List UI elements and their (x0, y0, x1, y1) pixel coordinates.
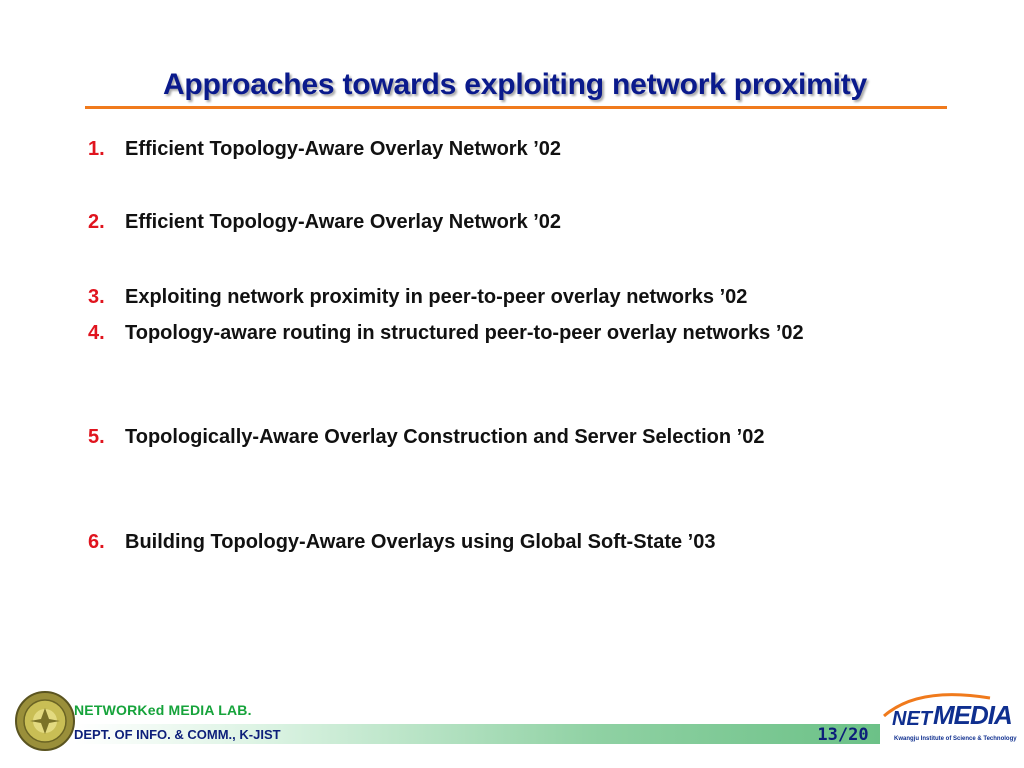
logo-subtitle: Kwangju Institute of Science & Technology (894, 736, 1017, 742)
item-text: Efficient Topology-Aware Overlay Network ’02 (125, 138, 562, 160)
department-name: DEPT. OF INFO. & COMM., K-JIST (74, 727, 281, 742)
item-text: Exploiting network proximity in peer-to-peer overlay networks ’02 (125, 286, 748, 308)
lab-name: NETWORKed MEDIA LAB. (74, 702, 252, 718)
page-number: 13/20 (817, 725, 869, 745)
item-number: 3. (88, 286, 105, 308)
slide-title: Approaches towards exploiting network proximity (162, 68, 868, 101)
item-number: 1. (88, 138, 105, 160)
title-underline (85, 106, 947, 109)
logo-net-text: NET (892, 708, 932, 730)
item-text: Building Topology-Aware Overlays using Global Soft-State ’03 (125, 531, 716, 553)
university-seal-icon (14, 690, 76, 752)
item-number: 5. (88, 426, 105, 448)
item-text: Topologically-Aware Overlay Construction and Server Selection ’02 (125, 426, 765, 448)
item-number: 4. (88, 322, 105, 344)
item-text: Topology-aware routing in structured peer-to-peer overlay networks ’02 (125, 322, 804, 344)
item-text: Efficient Topology-Aware Overlay Network ’02 (125, 211, 562, 233)
item-number: 2. (88, 211, 105, 233)
netmedia-logo (878, 690, 1017, 750)
item-number: 6. (88, 531, 105, 553)
logo-media-text: MEDIA (933, 700, 1012, 730)
